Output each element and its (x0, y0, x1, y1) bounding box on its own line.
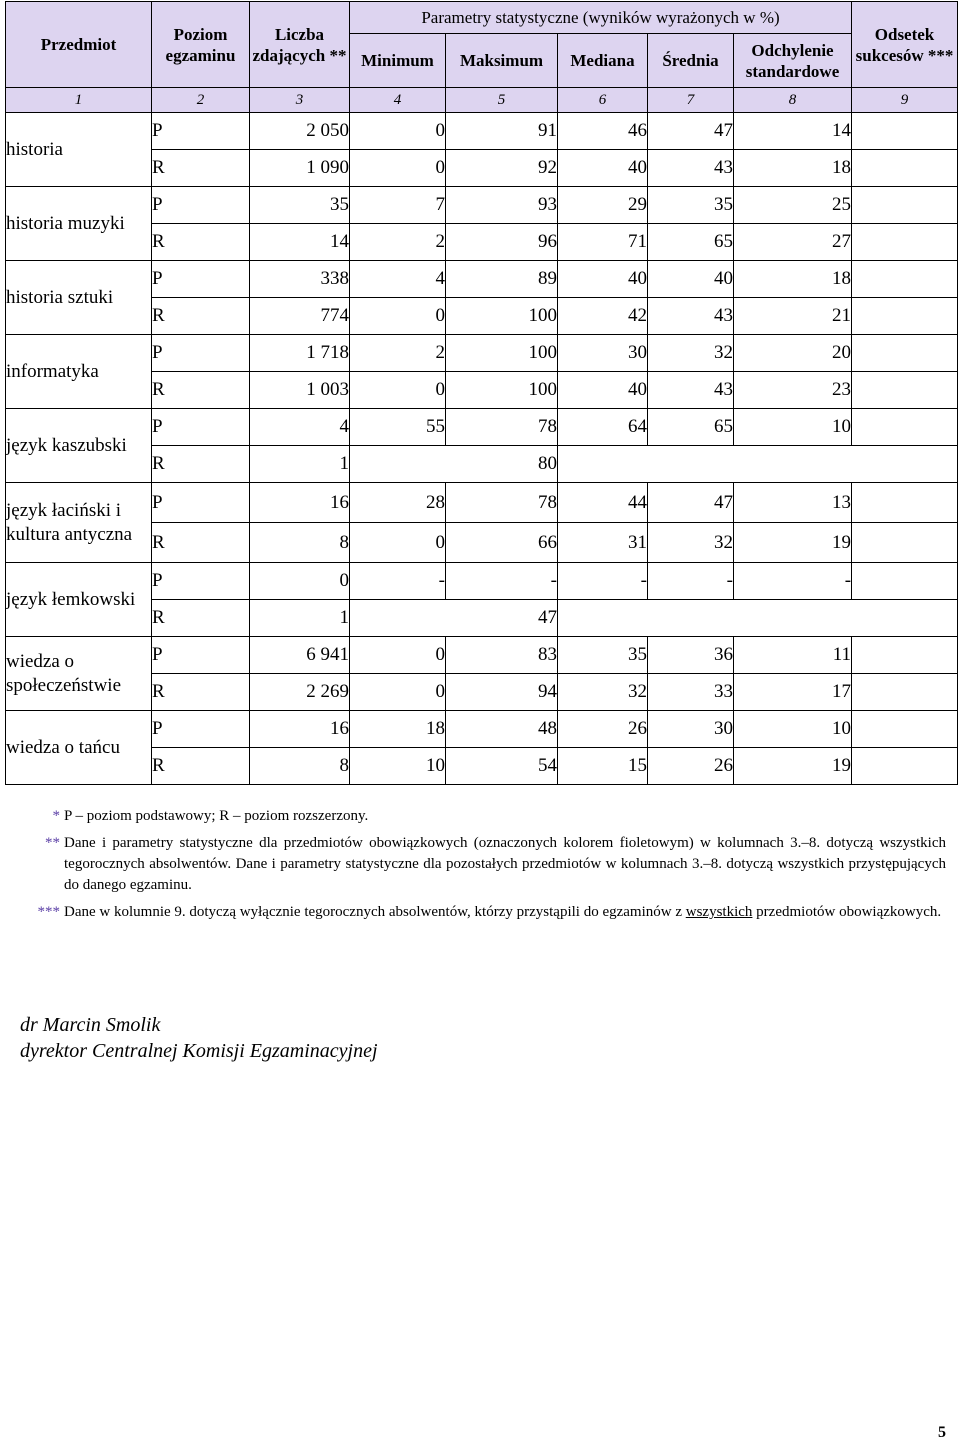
footnote-marker: *** (37, 904, 60, 920)
cell-mean: 43 (648, 150, 734, 187)
table-row (6, 335, 958, 372)
cell-min: 2 (350, 335, 446, 372)
cell-count: 4 (250, 409, 350, 446)
cell-min: 0 (350, 637, 446, 674)
cell-min: 10 (350, 748, 446, 785)
exam-level: P (152, 637, 250, 674)
cell-min: 7 (350, 187, 446, 224)
cell-success (852, 335, 958, 372)
cell-min: 55 (350, 409, 446, 446)
footnote-marker: ** (45, 835, 60, 851)
cell-count: 1 (250, 600, 350, 637)
subject-name: język łemkowski (6, 563, 152, 637)
cell-success (852, 563, 958, 600)
cell-max: 100 (446, 298, 558, 335)
header-median: Mediana (558, 34, 648, 88)
cell-max: 96 (446, 224, 558, 261)
cell-max: 89 (446, 261, 558, 298)
cell-success (852, 150, 958, 187)
cell-sd: 27 (734, 224, 852, 261)
cell-median: 40 (558, 261, 648, 298)
subject-name: informatyka (6, 335, 152, 409)
cell-max: 92 (446, 150, 558, 187)
col-num-8: 8 (734, 88, 852, 113)
cell-max: 93 (446, 187, 558, 224)
cell-success (852, 113, 958, 150)
table-body (6, 113, 958, 785)
header-subject: Przedmiot (6, 2, 152, 88)
cell-mean: 33 (648, 674, 734, 711)
footnote-underlined-word: wszystkich (685, 904, 753, 920)
cell-min: 0 (350, 523, 446, 563)
cell-median: 35 (558, 637, 648, 674)
cell-count: 16 (250, 483, 350, 523)
cell-count: 8 (250, 523, 350, 563)
cell-success (852, 711, 958, 748)
footnotes (28, 806, 946, 929)
cell-median: - (558, 563, 648, 600)
cell-median: 64 (558, 409, 648, 446)
cell-median: 30 (558, 335, 648, 372)
table-row (6, 261, 958, 298)
table-row (6, 409, 958, 446)
cell-median: 42 (558, 298, 648, 335)
exam-level: R (152, 298, 250, 335)
header-max: Maksimum (446, 34, 558, 88)
header-count: Liczba zdających ** (250, 2, 350, 88)
subject-name: język łaciński i kultura antyczna (6, 483, 152, 563)
cell-sd: 13 (734, 483, 852, 523)
cell-sd: 14 (734, 113, 852, 150)
cell-success (852, 224, 958, 261)
cell-mean: - (648, 563, 734, 600)
cell-empty (558, 600, 958, 637)
subject-name: język kaszubski (6, 409, 152, 483)
col-num-3: 3 (250, 88, 350, 113)
cell-mean: 65 (648, 409, 734, 446)
footnote-levels (28, 806, 946, 827)
exam-level: P (152, 261, 250, 298)
cell-median: 31 (558, 523, 648, 563)
exam-level: R (152, 748, 250, 785)
signature-block (20, 1012, 378, 1064)
cell-mean: 65 (648, 224, 734, 261)
exam-level: P (152, 711, 250, 748)
cell-mean: 43 (648, 298, 734, 335)
col-num-9: 9 (852, 88, 958, 113)
cell-mean: 47 (648, 483, 734, 523)
cell-min: 0 (350, 113, 446, 150)
cell-sd: 17 (734, 674, 852, 711)
cell-success (852, 409, 958, 446)
col-num-4: 4 (350, 88, 446, 113)
cell-success (852, 261, 958, 298)
cell-sd: 19 (734, 748, 852, 785)
exam-level: R (152, 224, 250, 261)
cell-median: 46 (558, 113, 648, 150)
header-mean: Średnia (648, 34, 734, 88)
cell-count: 1 003 (250, 372, 350, 409)
signature-role: dyrektor Centralnej Komisji Egzaminacyjnej (20, 1040, 378, 1062)
cell-count: 774 (250, 298, 350, 335)
cell-count: 0 (250, 563, 350, 600)
cell-median: 29 (558, 187, 648, 224)
header-sd: Odchylenie standardowe (734, 34, 852, 88)
cell-count: 6 941 (250, 637, 350, 674)
exam-level: P (152, 409, 250, 446)
subject-name: historia sztuki (6, 261, 152, 335)
page-number: 5 (938, 1424, 946, 1441)
subject-name: wiedza o społeczeństwie (6, 637, 152, 711)
table-row (6, 563, 958, 600)
subject-name: wiedza o tańcu (6, 711, 152, 785)
table-row (6, 483, 958, 523)
cell-count: 2 050 (250, 113, 350, 150)
subject-name: historia muzyki (6, 187, 152, 261)
table-row (6, 187, 958, 224)
cell-success (852, 748, 958, 785)
cell-median: 32 (558, 674, 648, 711)
col-num-1: 1 (6, 88, 152, 113)
cell-max: 78 (446, 483, 558, 523)
footnote-text-part: przedmiotów obowiązkowych. (752, 904, 942, 920)
cell-count: 14 (250, 224, 350, 261)
cell-success (852, 523, 958, 563)
cell-mean: 35 (648, 187, 734, 224)
cell-min: 28 (350, 483, 446, 523)
cell-success (852, 674, 958, 711)
cell-success (852, 298, 958, 335)
cell-median: 40 (558, 372, 648, 409)
signature-name: dr Marcin Smolik (20, 1014, 161, 1036)
col-num-7: 7 (648, 88, 734, 113)
cell-count: 1 (250, 446, 350, 483)
footnote-marker: * (52, 808, 60, 824)
exam-level: P (152, 335, 250, 372)
table-row (6, 711, 958, 748)
cell-median: 40 (558, 150, 648, 187)
cell-min: 0 (350, 674, 446, 711)
cell-mean: 40 (648, 261, 734, 298)
exam-level: P (152, 187, 250, 224)
exam-level: R (152, 446, 250, 483)
table-row (6, 637, 958, 674)
cell-sd: 11 (734, 637, 852, 674)
exam-level: P (152, 113, 250, 150)
footnote-text (64, 902, 946, 923)
cell-count: 338 (250, 261, 350, 298)
cell-success (852, 483, 958, 523)
cell-max: 66 (446, 523, 558, 563)
cell-max: 100 (446, 372, 558, 409)
cell-min: 0 (350, 372, 446, 409)
cell-count: 8 (250, 748, 350, 785)
cell-sd: 18 (734, 150, 852, 187)
footnote-text-part: Dane w kolumnie 9. dotyczą wyłącznie tegorocznych absolwentów, którzy przystąpili do egzaminów z (64, 904, 686, 920)
cell-max: - (446, 563, 558, 600)
cell-mean: 30 (648, 711, 734, 748)
col-num-2: 2 (152, 88, 250, 113)
cell-mean: 36 (648, 637, 734, 674)
cell-sd: 23 (734, 372, 852, 409)
cell-mean: 43 (648, 372, 734, 409)
cell-sd: 20 (734, 335, 852, 372)
footnote-data-scope (28, 833, 946, 896)
cell-count: 1 718 (250, 335, 350, 372)
cell-success (852, 637, 958, 674)
cell-min: 4 (350, 261, 446, 298)
cell-success (852, 187, 958, 224)
cell-empty (558, 446, 958, 483)
cell-count: 35 (250, 187, 350, 224)
cell-median: 44 (558, 483, 648, 523)
cell-sd: 21 (734, 298, 852, 335)
header-level: Poziom egzaminu (152, 2, 250, 88)
cell-max: 91 (446, 113, 558, 150)
cell-max: 48 (446, 711, 558, 748)
cell-min: 0 (350, 298, 446, 335)
cell-mean: 32 (648, 335, 734, 372)
footnote-text: Dane i parametry statystyczne dla przedmiotów obowiązkowych (oznaczonych kolorem fioletowym) w kolumnach 3.–8. dotyczą wszystkich tegorocznych absolwentów. Dane i parametry statystyczne dla pozostałych przedmiotów w kolumnach 3.–8. dotyczą wszystkich przystępujących do danego egzaminu. (64, 835, 946, 893)
cell-mean: 26 (648, 748, 734, 785)
cell-mean: 47 (648, 113, 734, 150)
exam-level: R (152, 674, 250, 711)
header-min: Minimum (350, 34, 446, 88)
cell-sd: 25 (734, 187, 852, 224)
cell-max: 94 (446, 674, 558, 711)
subject-name: historia (6, 113, 152, 187)
cell-single-result: 80 (350, 446, 558, 483)
cell-min: 0 (350, 150, 446, 187)
cell-max: 78 (446, 409, 558, 446)
cell-sd: - (734, 563, 852, 600)
cell-min: 2 (350, 224, 446, 261)
exam-level: R (152, 600, 250, 637)
footnote-text: P – poziom podstawowy; R – poziom rozszerzony. (64, 808, 369, 824)
cell-success (852, 372, 958, 409)
cell-count: 1 090 (250, 150, 350, 187)
cell-count: 2 269 (250, 674, 350, 711)
cell-sd: 18 (734, 261, 852, 298)
header-success: Odsetek sukcesów *** (852, 2, 958, 88)
statistics-table (5, 1, 958, 785)
cell-max: 83 (446, 637, 558, 674)
cell-max: 100 (446, 335, 558, 372)
cell-median: 26 (558, 711, 648, 748)
exam-level: P (152, 563, 250, 600)
exam-level: R (152, 372, 250, 409)
cell-mean: 32 (648, 523, 734, 563)
cell-sd: 10 (734, 409, 852, 446)
cell-single-result: 47 (350, 600, 558, 637)
col-num-6: 6 (558, 88, 648, 113)
exam-level: R (152, 523, 250, 563)
col-num-5: 5 (446, 88, 558, 113)
cell-count: 16 (250, 711, 350, 748)
exam-level: P (152, 483, 250, 523)
header-params: Parametry statystyczne (wyników wyrażonych w %) (350, 2, 852, 34)
footnote-success-rate (28, 902, 946, 923)
cell-median: 15 (558, 748, 648, 785)
cell-max: 54 (446, 748, 558, 785)
column-numbers-row (6, 88, 958, 113)
cell-sd: 10 (734, 711, 852, 748)
cell-min: - (350, 563, 446, 600)
cell-median: 71 (558, 224, 648, 261)
table-row (6, 113, 958, 150)
cell-min: 18 (350, 711, 446, 748)
exam-level: R (152, 150, 250, 187)
cell-sd: 19 (734, 523, 852, 563)
